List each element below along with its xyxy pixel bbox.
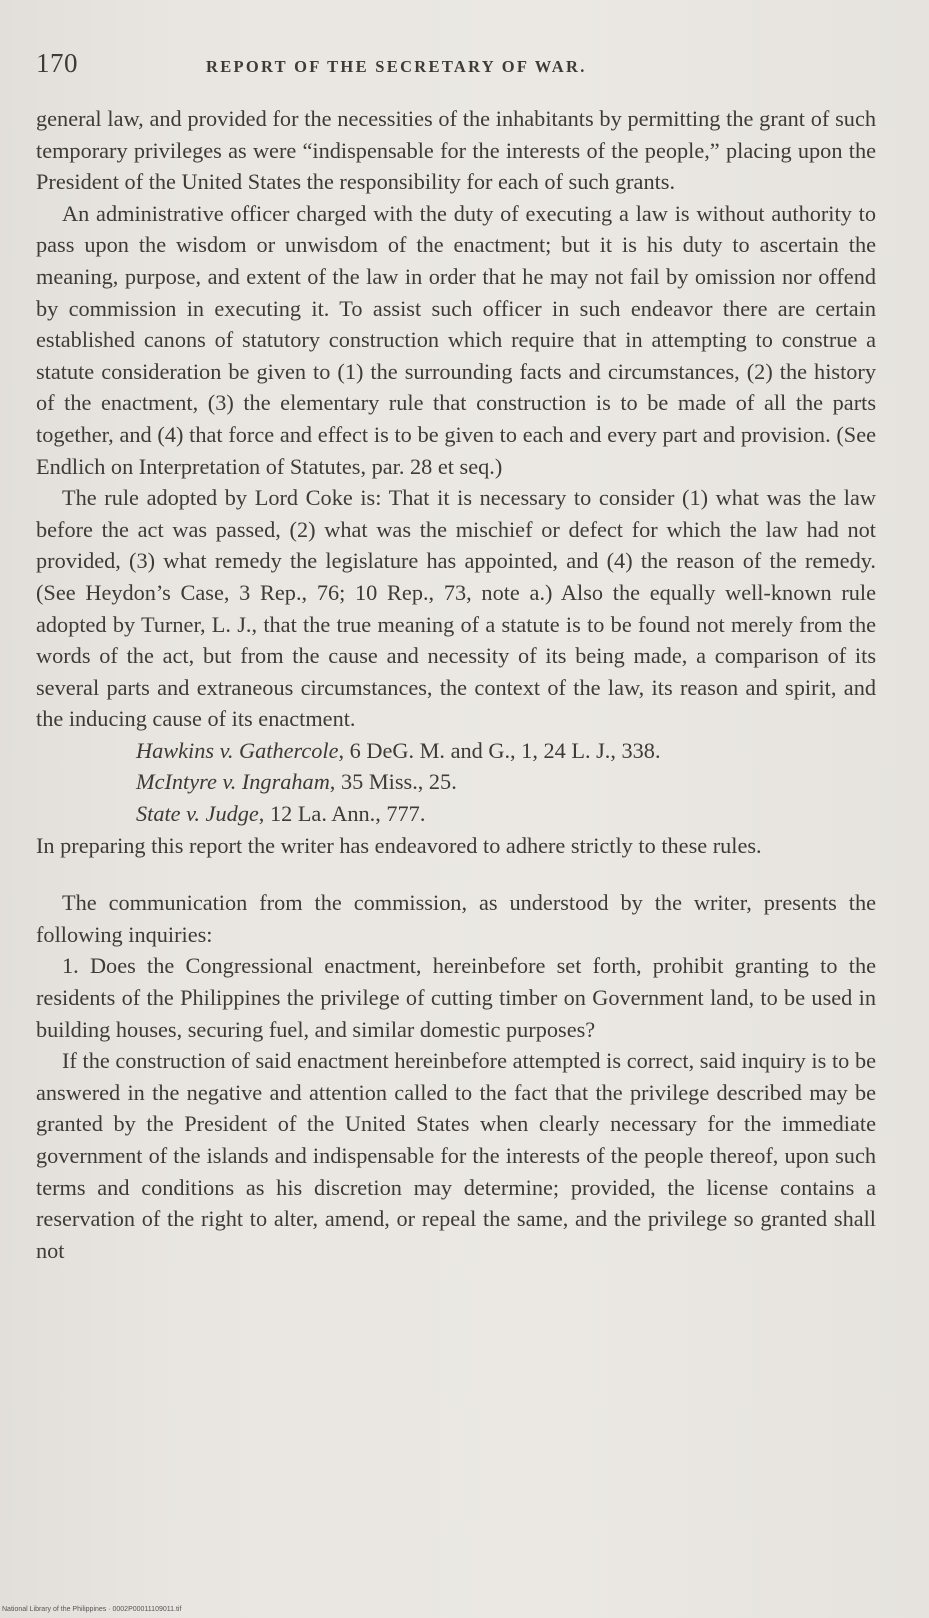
running-head: REPORT OF THE SECRETARY OF WAR. [206,57,587,76]
citation-case: Hawkins v. Gatherc​ole [136,737,339,763]
citation-line [136,735,876,767]
page-number: 170 [36,48,78,78]
citation-line [136,766,876,798]
section-gap [36,861,876,887]
paragraph-continued: general law, and provided for the necessities of the inhabitants by permitting the grant of such temporary privileges as were “indispensable for the interests of the people,” placing upon the President of the United States the responsibility for each of such grants. [36,106,876,195]
paragraph-communication: The communication from the commission, as understood by the writer, presents the following inquiries: [36,890,876,947]
citation-line [136,798,876,830]
citation-reference: , 35 Miss., 25. [329,769,457,795]
citation-reference: , 6 DeG. M. and G., 1, 24 L. J., 338. [338,737,661,763]
citation-reference: , 12 La. Ann., 777. [258,801,426,827]
citation-case: McIntyre v. Ingraham [136,769,330,795]
scan-footer: National Library of the Philippines · 0002P00011109011.tif [2,1606,182,1613]
citation-case: State v. Judge [136,801,259,827]
case-citations [36,735,876,830]
page-header [36,48,886,88]
paragraph-lord-coke-rule: The rule adopted by Lord Coke is: That it is necessary to consider (1) what was the law before the act was passed, (2) what was the mischief or defect for which the law had not provided, (3) what remedy the legislature has appointed, and (4) the reason of the remedy. (See Heydon’s Case, 3 Rep., 76; 10 Rep., 73, note a.) Also the equally well-known rule adopted by Turner, L. J., that the true meaning of a statute is to be found not merely from the words of the act, but from the cause and necessity of its being made, a comparison of its several parts and extraneous circumstances, the context of the law, its reason and spirit, and the inducing cause of its enactment. [36,485,876,732]
document-body [36,103,876,1266]
paragraph-inquiry-1: 1. Does the Congressional enactment, hereinbefore set forth, prohibit granting to the residents of the Philippines the privilege of cutting timber on Government land, to be used in building houses, securing fuel, and similar domestic purposes? [36,953,876,1042]
paragraph-adhere-rules: In preparing this report the writer has endeavored to adhere strictly to these rules. [36,832,762,858]
paragraph-administrative-officer: An administrative officer charged with the duty of executing a law is without authority to pass upon the wisdom or unwisdom of the enactment; but it is his duty to ascertain the meaning, purpose, and extent of the law in order that he may not fail by omission nor offend by commission in executing it. To assist such officer in such endeavor there are certain established canons of statutory construction which require that in attempting to construe a statute consideration be given to (1) the surrounding facts and circumstances, (2) the history of the enactment, (3) the elementary rule that construction is to be made of all the parts together, and (4) that force and effect is to be given to each and every part and provision. (See Endlich on Interpretation of Statutes, par. 28 et seq.) [36,200,876,479]
paragraph-answer: If the construction of said enactment hereinbefore attempted is correct, said inquiry is to be answered in the negative and attention called to the fact that the privilege described may be granted by the President of the United States when clearly necessary for the immediate government of the islands and indispensable for the interests of the people thereof, upon such terms and conditions as his discretion may determine; provided, the license contains a reservation of the right to alter, amend, or repeal the same, and the privilege so granted shall not [36,1048,876,1263]
